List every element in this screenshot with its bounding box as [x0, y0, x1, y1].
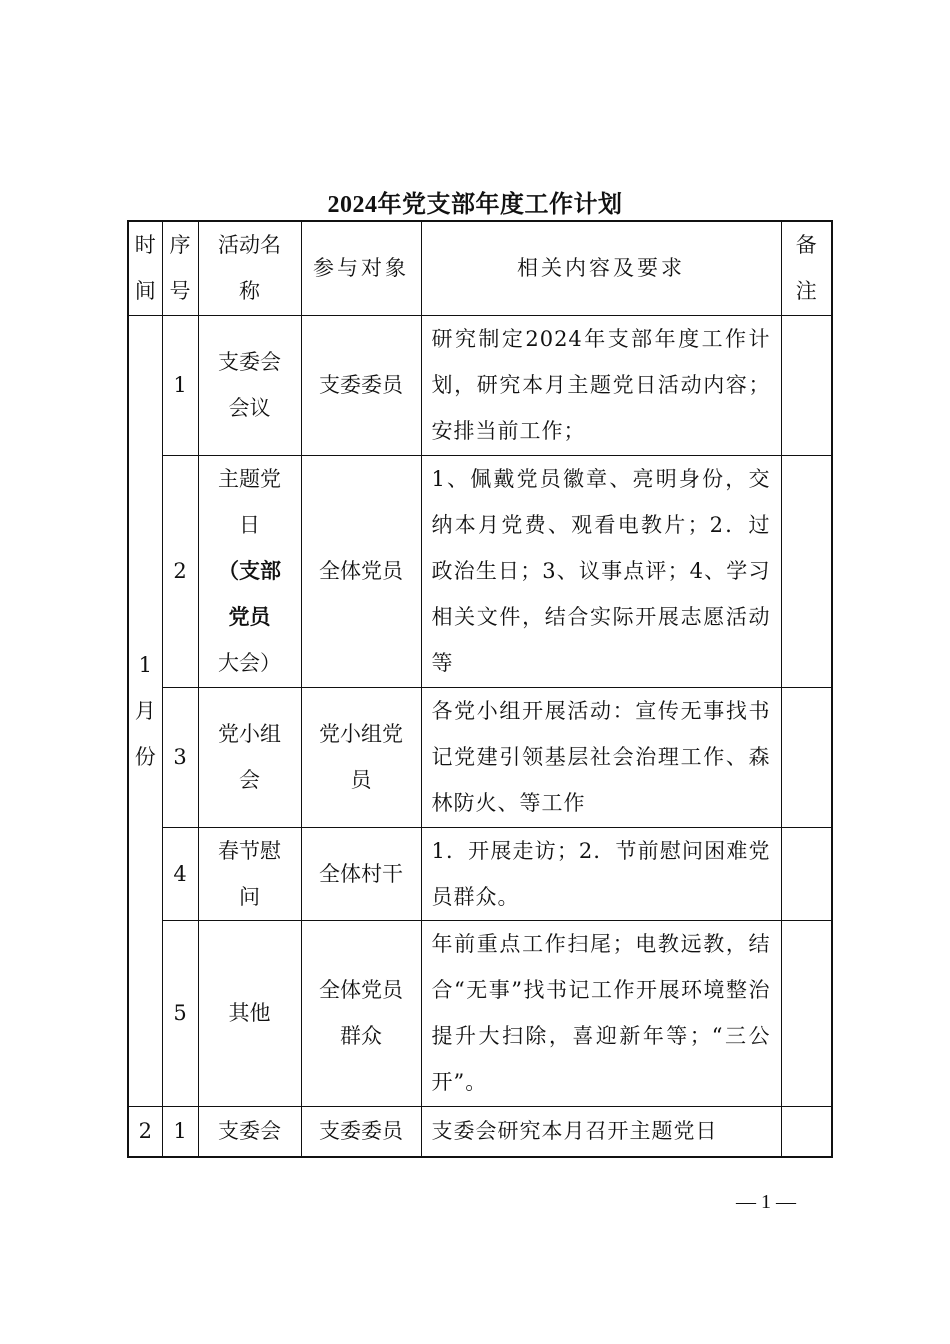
table-row — [128, 920, 832, 1106]
table-row — [128, 827, 832, 920]
remarks-cell — [781, 455, 832, 687]
content-cell: 支委会研究本月召开主题党日 — [421, 1106, 781, 1157]
work-plan-table — [127, 220, 833, 1158]
table-row — [128, 455, 832, 687]
table-row — [128, 315, 832, 455]
table-row — [128, 687, 832, 827]
month-february: 2 — [128, 1106, 162, 1157]
activity-cell: 支委会 — [198, 1106, 301, 1157]
seq-cell: 1 — [162, 1106, 198, 1157]
remarks-cell — [781, 920, 832, 1106]
participants-cell: 全体党员 群众 — [301, 920, 421, 1106]
participants-cell: 全体村干 — [301, 827, 421, 920]
page-number: — 1 — — [736, 1191, 796, 1213]
header-remarks: 备 注 — [781, 221, 832, 315]
header-seq: 序 号 — [162, 221, 198, 315]
participants-cell: 支委委员 — [301, 315, 421, 455]
participants-cell: 支委委员 — [301, 1106, 421, 1157]
activity-cell: 党小组 会 — [198, 687, 301, 827]
table-row — [128, 1106, 832, 1157]
header-time: 时 间 — [128, 221, 162, 315]
activity-cell: 其他 — [198, 920, 301, 1106]
content-cell: 年前重点工作扫尾；电教远教，结合“无事”找书记工作开展环境整治提升大扫除，喜迎新年等；“三公开”。 — [421, 920, 781, 1106]
content-cell: 各党小组开展活动：宣传无事找书记党建引领基层社会治理工作、森林防火、等工作 — [421, 687, 781, 827]
header-activity: 活动名 称 — [198, 221, 301, 315]
header-content: 相关内容及要求 — [421, 221, 781, 315]
participants-cell: 党小组党 员 — [301, 687, 421, 827]
seq-cell: 1 — [162, 315, 198, 455]
seq-cell: 3 — [162, 687, 198, 827]
remarks-cell — [781, 315, 832, 455]
month-january: 1 月 份 — [128, 315, 162, 1106]
table-header-row — [128, 221, 832, 315]
activity-cell: 主题党 日 （支部 党员 大会） — [198, 455, 301, 687]
activity-cell: 春节慰 问 — [198, 827, 301, 920]
content-cell: 研究制定2024年支部年度工作计划，研究本月主题党日活动内容；安排当前工作； — [421, 315, 781, 455]
content-cell: 1、佩戴党员徽章、亮明身份，交纳本月党费、观看电教片；2．过政治生日；3、议事点评；4、学习相关文件，结合实际开展志愿活动等 — [421, 455, 781, 687]
content-cell: 1．开展走访；2．节前慰问困难党员群众。 — [421, 827, 781, 920]
activity-cell: 支委会 会议 — [198, 315, 301, 455]
remarks-cell — [781, 687, 832, 827]
document-title: 2024年党支部年度工作计划 — [327, 192, 623, 218]
participants-cell: 全体党员 — [301, 455, 421, 687]
seq-cell: 5 — [162, 920, 198, 1106]
seq-cell: 4 — [162, 827, 198, 920]
seq-cell: 2 — [162, 455, 198, 687]
header-participants: 参与对象 — [301, 221, 421, 315]
remarks-cell — [781, 827, 832, 920]
remarks-cell — [781, 1106, 832, 1157]
